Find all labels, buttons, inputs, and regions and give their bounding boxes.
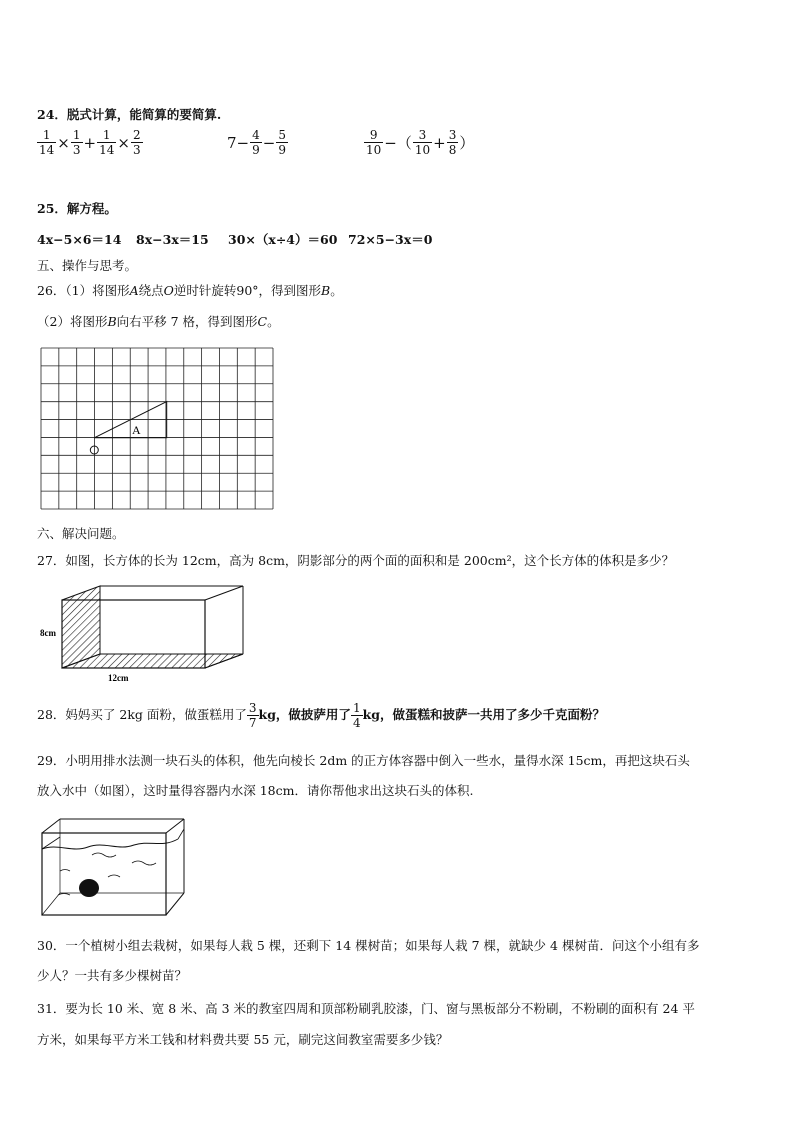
length-label: 12cm (108, 673, 129, 683)
q27-cuboid-figure (38, 582, 248, 684)
q31-line-1: 31．要为长 10 米、宽 8 米、高 3 米的教室四周和顶部粉刷乳胶漆，门、窗与黑板部分不粉刷，不粉刷的面积有 24 平 (37, 1001, 695, 1016)
fraction: $\frac{2}{3}$ (132, 128, 141, 157)
q29-container-figure (38, 815, 188, 920)
fraction: $\frac{3}{8}$ (448, 128, 457, 157)
q25-label: 25．解方程。 (37, 201, 117, 216)
section-5-heading: 五、操作与思考。 (37, 258, 138, 273)
equation: 4x−5×6＝14 (37, 232, 122, 247)
q31-line-2: 方米，如果每平方米工钱和材料费共要 55 元，刷完这间教室需要多少钱？ (37, 1032, 449, 1047)
fraction: $\frac{3}{10}$ (414, 128, 431, 157)
section-6-heading: 六、解决问题。 (37, 526, 125, 541)
q28-text: 28．妈妈买了 2kg 面粉，做蛋糕用了 $\frac{3}{7}$ kg，做披萨用了 $\frac{1}{4}$ kg，做蛋糕和披萨一共用了多少千克面粉？ (37, 701, 605, 730)
q26-grid-figure (40, 347, 276, 510)
q26-part-1: 26．（1）将图形𝐴绕点𝑂逆时针旋转90°，得到图形𝐵。 (37, 283, 343, 298)
q29-line-2: 放入水中（如图），这时量得容器内水深 18cm．请你帮他求出这块石头的体积. (37, 783, 474, 798)
water-surface (42, 839, 178, 849)
fraction: $\frac{3}{7}$ (248, 701, 257, 730)
grid-lines (41, 348, 273, 509)
fraction: $\frac{5}{9}$ (278, 128, 286, 157)
equation: 8x−3x＝15 (136, 232, 209, 247)
height-label: 8cm (40, 628, 56, 638)
fraction: $\frac{1}{4}$ (352, 701, 361, 730)
q24-expression-1: $\frac{1}{14}$ × $\frac{1}{3}$ + $\frac{1}{14}$ × $\frac{2}{3}$ (39, 128, 141, 157)
fraction: $\frac{1}{3}$ (72, 128, 81, 157)
q30-line-2: 少人？一共有多少棵树苗？ (37, 968, 188, 983)
fraction: $\frac{4}{9}$ (252, 128, 260, 157)
q24-expression-2: 7− $\frac{4}{9}$ − $\frac{5}{9}$ (227, 128, 286, 157)
q24-label: 24．脱式计算，能简算的要简算. (37, 107, 222, 122)
stone (79, 879, 99, 897)
q28-prefix: 28．妈妈买了 2kg 面粉，做蛋糕用了 (37, 707, 247, 722)
shape-label-a: A (132, 423, 141, 437)
fraction: $\frac{1}{14}$ (99, 128, 115, 157)
q30-line-1: 30．一个植树小组去栽树，如果每人栽 5 棵，还剩下 14 棵树苗；如果每人栽 7 棵，就缺少 4 棵树苗．问这个小组有多 (37, 938, 700, 953)
fraction: $\frac{1}{14}$ (39, 128, 55, 157)
equation: 30×（x÷4）＝60 (228, 232, 338, 247)
q29-line-1: 29．小明用排水法测一块石头的体积，他先向棱长 2dm 的正方体容器中倒入一些水，量得水深 15cm，再把这块石头 (37, 753, 690, 768)
q27-text: 27．如图，长方体的长为 12cm，高为 8cm，阴影部分的两个面的面积和是 200cm²，这个长方体的体积是多少？ (37, 553, 675, 568)
equation: 72×5−3x＝0 (348, 232, 433, 247)
q26-part-2: （2）将图形𝐵向右平移 7 格，得到图形𝐶。 (37, 314, 280, 329)
fraction: $\frac{9}{10}$ (366, 128, 382, 157)
q24-expression-3: $\frac{9}{10}$ −（ $\frac{3}{10}$ + $\frac{3}{8}$ ） (366, 128, 475, 157)
